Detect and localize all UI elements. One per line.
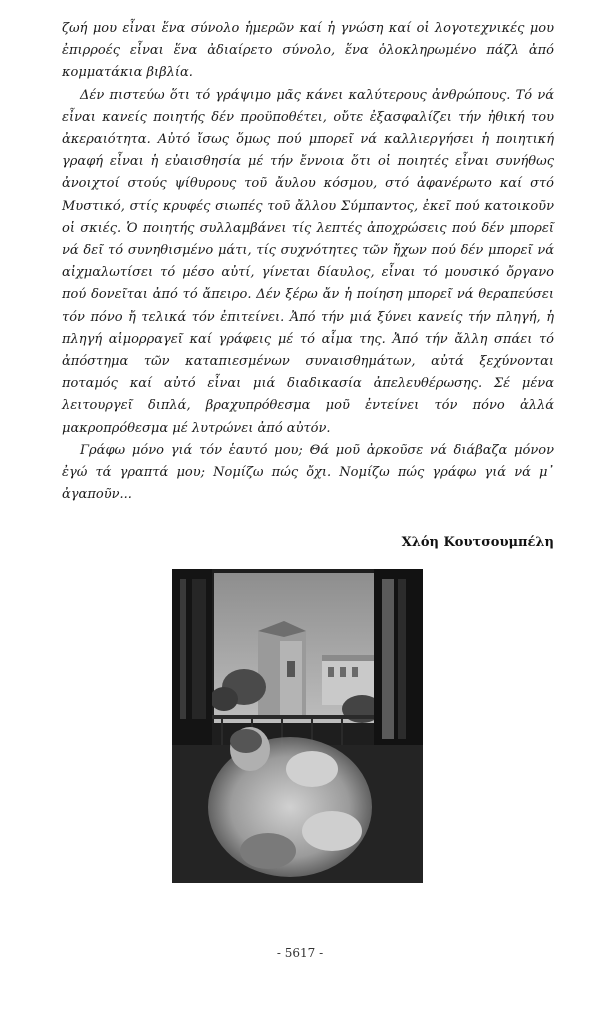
author-signature: Χλόη Κουτσουμπέλη: [401, 535, 554, 550]
photograph: [172, 569, 423, 883]
page-number: - 5617 -: [276, 946, 324, 960]
paragraph-1: ζωή μου εἶναι ἕνα σύνολο ἡμερῶν καί ἡ γνώση καί οἱ λογοτεχνικές μου ἐπιρροές εἶναι ἕνα ἀδιαίρετο σύνολο, ἕνα ὁλοκληρωμένο πάζλ ἀπό κομματάκια βιβλία.: [62, 21, 554, 81]
paragraph-3: Γράφω μόνο γιά τόν ἑαυτό μου; Θά μοῦ ἀρκοῦσε νά διάβαζα μόνον ἐγώ τά γραπτά μου; Νομίζω πώς ὄχι. Νομίζω πώς γράφω γιά νά μ᾿ ἀγαποῦν...: [62, 442, 554, 503]
photo-window-view: [172, 569, 423, 883]
paragraph-2: Δέν πιστεύω ὅτι τό γράψιμο μᾶς κάνει καλύτερους ἀνθρώπους. Τό νά εἶναι κανείς ποιητής δέν προϋποθέτει, οὔτε ἐξασφαλίζει τήν ἠθική του ἀκεραιότητα. Αὐτό ἴσως ὅμως πού μπορεῖ νά καλλιεργήσει ἡ ποιητική γραφή εἶναι ἡ εὐαισθησία μέ τήν ἔννοια ὅτι οἱ ποιητές εἶναι συνήθως ἀνοιχτοί στούς ψίθυρους τοῦ ἄυλου κόσμου, στό ἀφανέρωτο καί στό Μυστικό, στίς κρυφές σιωπές τοῦ ἄλλου Σύμπαντος, ἐκεῖ πού κατοικοῦν οἱ σκιές. Ὁ ποιητής συλλαμβάνει τίς λεπτές ἀποχρώσεις πού δέν μπορεῖ νά δεῖ τό συνηθισμένο μάτι, τίς συχνότητες τῶν ἤχων πού δέν μπορεῖ νά αἰχμαλωτίσει τό μέσο αὐτί, γίνεται δίαυλος, εἶναι τό μουσικό ὄργανο πού δονεῖται ἀπό τό ἄπειρο. Δέν ξέρω ἄν ἡ ποίηση μπορεῖ νά θεραπεύσει τόν πόνο ἤ τελικά τόν ἐπιτείνει. Ἀπό τήν μιά ξύνει κανείς τήν πληγή, ἡ πληγή αἱμορραγεῖ καί γράφεις μέ τό αἷμα της. Ἀπό τήν ἄλλη σπάει τό ἀπόστημα τῶν καταπιεσμένων συναισθημάτων, αὐτά ξεχύνονται ποταμός καί αὐτό εἶναι μιά διαδικασία ἀπελευθέρωσης. Σέ μένα λειτουργεῖ διπλά, βραχυπρόθεσμα μοῦ ἐντείνει τόν πόνο ἀλλά μακροπρόθεσμα μέ λυτρώνει ἀπό αὐτόν.: [62, 87, 554, 436]
body-text: [62, 18, 554, 506]
